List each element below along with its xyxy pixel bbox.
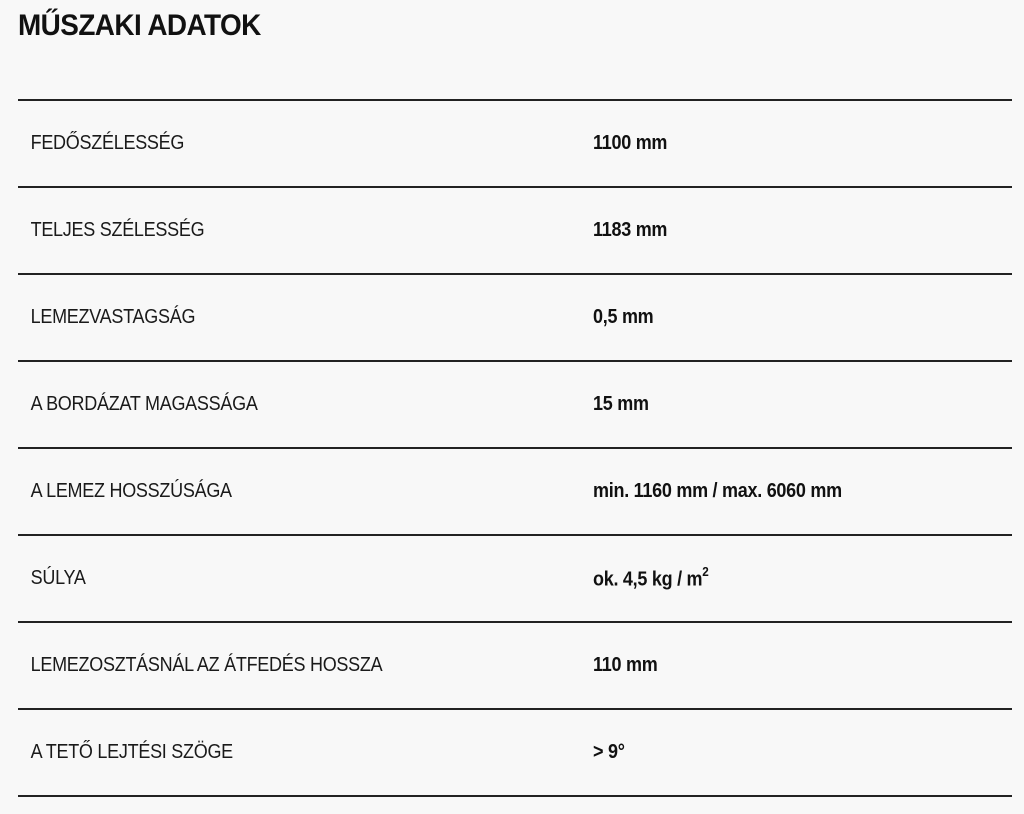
spec-label: TELJES SZÉLESSÉG [30, 219, 205, 241]
spec-label: A LEMEZ HOSSZÚSÁGA [30, 480, 232, 502]
spec-label: SÚLYA [30, 567, 86, 589]
spec-row-cover-width [18, 101, 1012, 188]
page-title: MŰSZAKI ADATOK [18, 9, 261, 42]
spec-value: 15 mm [593, 393, 649, 415]
spec-row-weight [18, 536, 1012, 623]
spec-row-sheet-thickness [18, 275, 1012, 362]
spec-label: LEMEZOSZTÁSNÁL AZ ÁTFEDÉS HOSSZA [30, 654, 383, 676]
spec-row-total-width [18, 188, 1012, 275]
spec-label: A BORDÁZAT MAGASSÁGA [30, 393, 258, 415]
spec-row-rib-height [18, 362, 1012, 449]
spec-value: ok. 4,5 kg / $m^2$ [593, 563, 709, 591]
spec-row-roof-pitch [18, 710, 1012, 797]
spec-value: min. 1160 mm / max. 6060 mm [593, 480, 842, 502]
spec-value: 0,5 mm [593, 306, 654, 328]
spec-label: LEMEZVASTAGSÁG [30, 306, 196, 328]
spec-label: FEDŐSZÉLESSÉG [30, 132, 185, 154]
spec-value: 1100 mm [593, 132, 668, 154]
spec-value: > 9° [593, 741, 625, 763]
spec-row-sheet-length [18, 449, 1012, 536]
spec-table [18, 99, 1012, 797]
spec-value: 1183 mm [593, 219, 668, 241]
spec-label: A TETŐ LEJTÉSI SZÖGE [30, 741, 233, 763]
spec-value: 110 mm [593, 654, 658, 676]
superscript: 2 [702, 563, 709, 579]
spec-row-overlap-length [18, 623, 1012, 710]
